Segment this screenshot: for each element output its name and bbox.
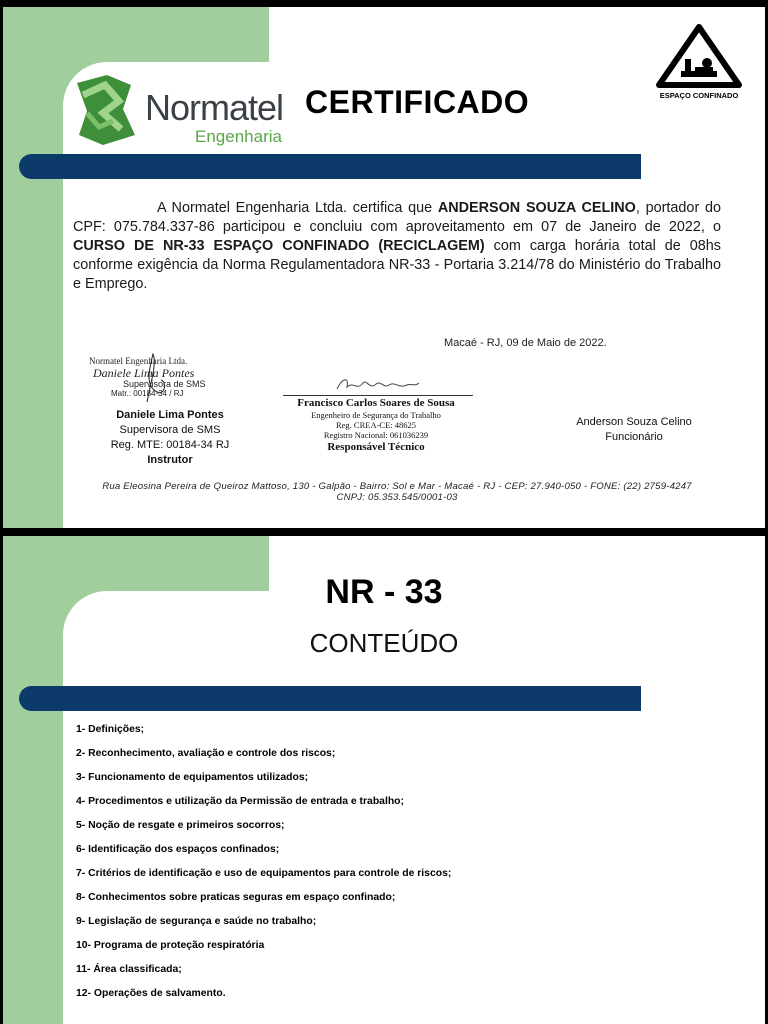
technical-crea: Reg. CREA-CE: 48625 <box>335 420 417 430</box>
technical-title: Responsável Técnico <box>327 441 425 453</box>
issue-date: Macaé - RJ, 09 de Maio de 2022. <box>444 337 607 349</box>
cnpj-line: CNPJ: 05.353.545/0001-03 <box>336 492 458 503</box>
company-address <box>73 481 721 503</box>
warning-label: ESPAÇO CONFINADO <box>659 91 739 100</box>
technical-block <box>279 396 473 455</box>
logo-name: Normatel <box>145 87 284 128</box>
list-item: 10- Programa de proteção respiratória <box>76 940 265 951</box>
employee-block <box>563 415 705 445</box>
list-item: 1- Definições; <box>76 724 145 735</box>
technical-role: Engenheiro de Segurança do Trabalho <box>311 410 441 420</box>
address-line: Rua Eleosina Pereira de Queiroz Mattoso, 130 - Galpão - Bairro: Sol e Mar - Macaé - RJ - CEP: 27.940-050 - FONE: (22) 2759-4247 <box>102 481 692 492</box>
list-item: 6- Identificação dos espaços confinados; <box>76 844 280 855</box>
stamp-matr: Matr.: 00184-34 / RJ <box>111 389 184 398</box>
technical-national: Registro Nacional: 061036239 <box>323 430 429 440</box>
list-item: 5- Noção de resgate e primeiros socorros; <box>76 820 285 831</box>
content-subtitle: CONTEÚDO <box>309 628 459 658</box>
content-page <box>3 536 765 1024</box>
course-name: CURSO DE NR-33 ESPAÇO CONFINADO (RECICLAGEM) <box>73 238 485 254</box>
certificate-page <box>3 7 765 528</box>
stamp-role: Supervisora de SMS <box>123 379 206 389</box>
warning-triangle-icon <box>651 21 747 91</box>
instructor-role: Supervisora de SMS <box>119 424 221 436</box>
instructor-stamp <box>87 352 237 404</box>
certificate-body <box>73 199 721 294</box>
body-intro: A Normatel Engenharia Ltda. certifica que <box>157 200 438 216</box>
nr-title: NR - 33 <box>325 573 443 611</box>
technical-name: Francisco Carlos Soares de Sousa <box>297 397 455 409</box>
body-cpf: , portador do CPF: 075.784.337-86 participou e concluiu com aproveitamento em 07 de Janeiro de 2022, o <box>73 200 721 235</box>
topics-list <box>76 722 451 1010</box>
body-closing: com carga horária total de 08hs conforme exigência da Norma Regulamentadora NR-33 - Portaria 3.214/78 do Ministério do Trabalho e Emprego. <box>73 238 721 292</box>
instructor-title: Instrutor <box>147 454 193 466</box>
header-divider-bar <box>19 686 641 711</box>
technical-signature-icon <box>333 373 423 397</box>
list-item: 3- Funcionamento de equipamentos utilizados; <box>76 772 309 783</box>
employee-name: Anderson Souza Celino <box>576 416 692 428</box>
list-item: 8- Conhecimentos sobre praticas seguras em espaço confinado; <box>76 892 396 903</box>
employee-role: Funcionário <box>605 431 663 443</box>
stamp-company: Normatel Engenharia Ltda. <box>89 356 188 366</box>
header-divider-bar <box>19 154 641 179</box>
list-item: 2- Reconhecimento, avaliação e controle dos riscos; <box>76 748 336 759</box>
instructor-reg: Reg. MTE: 00184-34 RJ <box>110 439 230 451</box>
stamp-name: Daniele Lima Pontes <box>93 366 195 380</box>
certificate-title: CERTIFICADO <box>305 84 530 120</box>
list-item: 11- Área classificada; <box>76 964 182 975</box>
list-item: 9- Legislação de segurança e saúde no trabalho; <box>76 916 317 927</box>
logo-subtitle: Engenharia <box>195 127 282 146</box>
instructor-name: Daniele Lima Pontes <box>116 409 224 421</box>
list-item: 12- Operações de salvamento. <box>76 988 226 999</box>
instructor-block <box>75 408 265 468</box>
list-item: 4- Procedimentos e utilização da Permissão de entrada e trabalho; <box>76 796 404 807</box>
recipient-name: ANDERSON SOUZA CELINO <box>437 200 636 216</box>
list-item: 7- Critérios de identificação e uso de equipamentos para controle de riscos; <box>76 868 452 879</box>
